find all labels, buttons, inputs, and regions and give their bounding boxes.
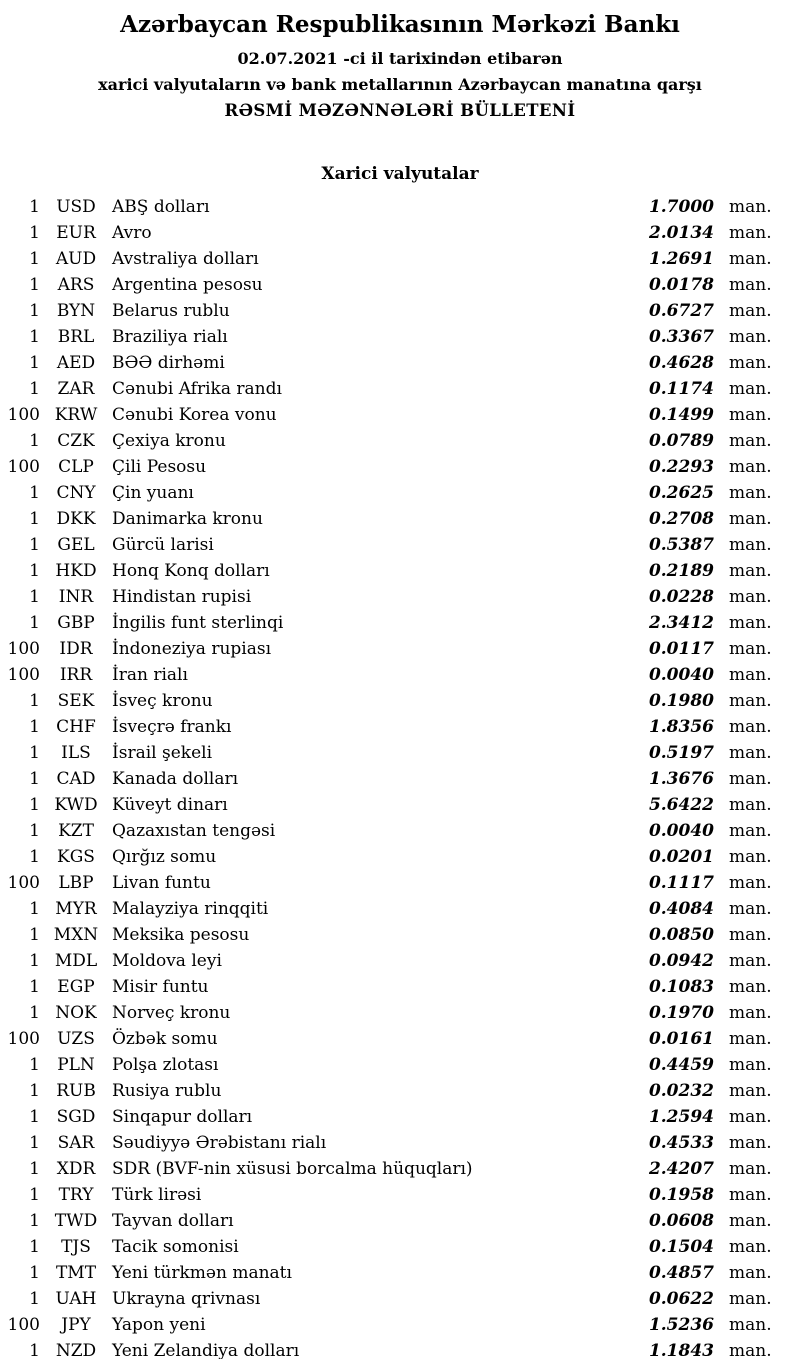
currency-quantity: 1 <box>29 275 40 295</box>
currency-name: Hindistan rupisi <box>112 587 252 607</box>
currency-unit: man. <box>729 1159 772 1179</box>
currency-rate: 0.0942 <box>648 951 714 971</box>
currency-name: Yeni türkmən manatı <box>112 1263 292 1283</box>
currency-row <box>0 922 800 948</box>
currency-code: DKK <box>56 509 96 529</box>
currency-unit: man. <box>729 743 772 763</box>
currency-name: Honq Konq dolları <box>112 561 270 581</box>
currency-name: Yapon yeni <box>112 1315 206 1335</box>
currency-name: Qırğız somu <box>112 847 217 867</box>
currency-row <box>0 272 800 298</box>
currency-code: RUB <box>56 1081 96 1101</box>
currency-rate: 0.4459 <box>648 1055 714 1075</box>
currency-quantity: 1 <box>29 353 40 373</box>
currency-quantity: 1 <box>29 561 40 581</box>
currency-unit: man. <box>729 457 772 477</box>
currency-unit: man. <box>729 1029 772 1049</box>
currency-code: JPY <box>61 1315 91 1335</box>
currency-row <box>0 1078 800 1104</box>
currency-name: Norveç kronu <box>112 1003 231 1023</box>
currency-unit: man. <box>729 1315 772 1335</box>
currency-row <box>0 1312 800 1338</box>
currency-name: Misir funtu <box>112 977 209 997</box>
currency-row <box>0 1156 800 1182</box>
currency-rate: 0.5387 <box>648 535 714 555</box>
currency-unit: man. <box>729 1133 772 1153</box>
currency-unit: man. <box>729 1003 772 1023</box>
currency-unit: man. <box>729 509 772 529</box>
currency-code: BRL <box>57 327 95 347</box>
currency-unit: man. <box>729 847 772 867</box>
currency-unit: man. <box>729 665 772 685</box>
currency-row <box>0 558 800 584</box>
currency-code: BYN <box>56 301 96 321</box>
currency-quantity: 1 <box>29 483 40 503</box>
currency-name: Avro <box>112 223 152 243</box>
currency-row <box>0 194 800 220</box>
currency-rate: 0.5197 <box>648 743 714 763</box>
currency-unit: man. <box>729 223 772 243</box>
currency-row <box>0 636 800 662</box>
currency-name: İndoneziya rupiası <box>112 639 272 659</box>
currency-quantity: 1 <box>29 1055 40 1075</box>
currency-quantity: 1 <box>29 925 40 945</box>
currency-code: HKD <box>55 561 97 581</box>
currency-rate: 0.1958 <box>648 1185 714 1205</box>
currency-code: GEL <box>57 535 95 555</box>
currency-row <box>0 532 800 558</box>
currency-quantity: 1 <box>29 197 40 217</box>
currency-name: İsveç kronu <box>112 691 213 711</box>
currency-code: TRY <box>58 1185 94 1205</box>
currency-unit: man. <box>729 613 772 633</box>
currency-rate: 1.8356 <box>648 717 714 737</box>
currency-rate: 1.1843 <box>648 1341 714 1359</box>
currency-rate: 0.0040 <box>648 821 714 841</box>
currency-rate: 0.0040 <box>648 665 714 685</box>
currency-name: Livan funtu <box>112 873 211 893</box>
currency-row <box>0 324 800 350</box>
currency-rate: 0.0622 <box>648 1289 714 1309</box>
currency-quantity: 1 <box>29 1185 40 1205</box>
currency-name: Çin yuanı <box>112 483 194 503</box>
currency-code: KRW <box>54 405 98 425</box>
currency-row <box>0 1182 800 1208</box>
currency-quantity: 1 <box>29 1211 40 1231</box>
currency-code: CNY <box>56 483 96 503</box>
currency-code: KZT <box>58 821 94 841</box>
currency-name: Tacik somonisi <box>112 1237 239 1257</box>
currency-unit: man. <box>729 561 772 581</box>
currency-name: Özbək somu <box>112 1029 218 1049</box>
currency-name: İsveçrə frankı <box>112 717 232 737</box>
currency-quantity: 1 <box>29 951 40 971</box>
currency-unit: man. <box>729 327 772 347</box>
currency-rate: 1.2691 <box>648 249 714 269</box>
currency-quantity: 1 <box>29 717 40 737</box>
currency-quantity: 1 <box>29 1081 40 1101</box>
currency-unit: man. <box>729 795 772 815</box>
currency-name: İngilis funt sterlinqi <box>112 613 284 633</box>
currency-unit: man. <box>729 821 772 841</box>
currency-row <box>0 246 800 272</box>
currency-code: ARS <box>57 275 95 295</box>
currency-unit: man. <box>729 899 772 919</box>
currency-code: TMT <box>55 1263 97 1283</box>
currency-rate: 0.1083 <box>648 977 714 997</box>
currency-unit: man. <box>729 249 772 269</box>
currency-code: MXN <box>53 925 99 945</box>
currency-code: TJS <box>61 1237 91 1257</box>
currency-table <box>0 194 800 1359</box>
currency-row <box>0 818 800 844</box>
currency-row <box>0 480 800 506</box>
currency-quantity: 1 <box>29 1341 40 1359</box>
currency-rate: 0.0608 <box>648 1211 714 1231</box>
currency-name: BƏƏ dirhəmi <box>112 353 225 373</box>
currency-row <box>0 506 800 532</box>
currency-name: Braziliya rialı <box>112 327 228 347</box>
currency-name: Türk lirəsi <box>112 1185 202 1205</box>
currency-rate: 0.4533 <box>648 1133 714 1153</box>
currency-code: LBP <box>58 873 94 893</box>
currency-rate: 1.2594 <box>648 1107 714 1127</box>
currency-row <box>0 610 800 636</box>
currency-row <box>0 662 800 688</box>
currency-code: ZAR <box>57 379 95 399</box>
currency-code: AED <box>56 353 96 373</box>
currency-name: İsrail şekeli <box>112 743 212 763</box>
currency-name: Çexiya kronu <box>112 431 226 451</box>
currency-unit: man. <box>729 353 772 373</box>
subject-line: xarici valyutaların və bank metallarının Azərbaycan manatına qarşı <box>98 75 702 94</box>
currency-code: UZS <box>57 1029 95 1049</box>
currency-rate: 0.4628 <box>648 353 714 373</box>
currency-quantity: 100 <box>7 405 40 425</box>
currency-row <box>0 1260 800 1286</box>
currency-quantity: 1 <box>29 587 40 607</box>
currency-unit: man. <box>729 1211 772 1231</box>
currency-row <box>0 1052 800 1078</box>
currency-row <box>0 974 800 1000</box>
currency-row <box>0 1026 800 1052</box>
currency-unit: man. <box>729 405 772 425</box>
currency-quantity: 1 <box>29 743 40 763</box>
currency-quantity: 1 <box>29 1263 40 1283</box>
currency-rate: 0.1504 <box>648 1237 714 1257</box>
currency-unit: man. <box>729 873 772 893</box>
currency-unit: man. <box>729 379 772 399</box>
currency-name: İran rialı <box>112 665 188 685</box>
currency-name: Ukrayna qrivnası <box>112 1289 261 1309</box>
currency-quantity: 1 <box>29 327 40 347</box>
currency-name: Belarus rublu <box>112 301 230 321</box>
currency-unit: man. <box>729 301 772 321</box>
currency-rate: 0.0161 <box>648 1029 714 1049</box>
currency-quantity: 1 <box>29 249 40 269</box>
currency-quantity: 1 <box>29 977 40 997</box>
currency-unit: man. <box>729 769 772 789</box>
bulletin-title: RƏSMİ MƏZƏNNƏLƏRİ BÜLLETENİ <box>224 101 576 120</box>
currency-rate: 0.1970 <box>648 1003 714 1023</box>
currency-name: Meksika pesosu <box>112 925 250 945</box>
currency-quantity: 100 <box>7 1315 40 1335</box>
currency-code: EGP <box>57 977 95 997</box>
currency-rate: 0.0232 <box>648 1081 714 1101</box>
currency-quantity: 1 <box>29 1237 40 1257</box>
currency-code: EUR <box>56 223 96 243</box>
currency-code: SGD <box>56 1107 96 1127</box>
currency-quantity: 100 <box>7 873 40 893</box>
currency-row <box>0 1286 800 1312</box>
currency-name: Avstraliya dolları <box>112 249 259 269</box>
currency-row <box>0 714 800 740</box>
currency-name: Sinqapur dolları <box>112 1107 253 1127</box>
currency-rate: 0.6727 <box>648 301 714 321</box>
currency-code: NOK <box>55 1003 97 1023</box>
currency-unit: man. <box>729 951 772 971</box>
currency-unit: man. <box>729 587 772 607</box>
currency-unit: man. <box>729 1289 772 1309</box>
currency-row <box>0 454 800 480</box>
currency-row <box>0 766 800 792</box>
currency-rate: 0.0789 <box>648 431 714 451</box>
currency-rate: 0.0850 <box>648 925 714 945</box>
currency-code: KWD <box>54 795 98 815</box>
currency-name: Tayvan dolları <box>112 1211 234 1231</box>
currency-unit: man. <box>729 197 772 217</box>
currency-row <box>0 740 800 766</box>
currency-quantity: 100 <box>7 1029 40 1049</box>
currency-row <box>0 870 800 896</box>
currency-quantity: 1 <box>29 899 40 919</box>
currency-rate: 0.2625 <box>648 483 714 503</box>
currency-code: ILS <box>61 743 91 763</box>
currency-unit: man. <box>729 1107 772 1127</box>
currency-row <box>0 1130 800 1156</box>
currency-quantity: 1 <box>29 1003 40 1023</box>
currency-row <box>0 298 800 324</box>
currency-rate: 2.0134 <box>648 223 714 243</box>
bulletin-header <box>0 0 800 122</box>
currency-unit: man. <box>729 691 772 711</box>
currency-code: AUD <box>55 249 97 269</box>
currency-quantity: 100 <box>7 639 40 659</box>
currency-row <box>0 792 800 818</box>
currency-name: SDR (BVF-nin xüsusi borcalma hüquqları) <box>112 1159 473 1179</box>
currency-code: INR <box>58 587 94 607</box>
currency-name: Rusiya rublu <box>112 1081 222 1101</box>
currency-quantity: 1 <box>29 769 40 789</box>
currency-unit: man. <box>729 535 772 555</box>
currency-quantity: 1 <box>29 223 40 243</box>
currency-unit: man. <box>729 977 772 997</box>
currency-rate: 0.0228 <box>648 587 714 607</box>
currency-rate: 0.4857 <box>648 1263 714 1283</box>
currency-rate: 0.3367 <box>648 327 714 347</box>
currency-quantity: 1 <box>29 301 40 321</box>
currency-code: TWD <box>54 1211 98 1231</box>
currency-quantity: 1 <box>29 847 40 867</box>
currency-row <box>0 402 800 428</box>
currency-name: Moldova leyi <box>112 951 222 971</box>
currency-name: Küveyt dinarı <box>112 795 228 815</box>
currency-name: Gürcü larisi <box>112 535 214 555</box>
currency-unit: man. <box>729 1237 772 1257</box>
currency-rate: 0.0178 <box>648 275 714 295</box>
currency-row <box>0 584 800 610</box>
currency-row <box>0 1000 800 1026</box>
currency-rate: 2.3412 <box>648 613 714 633</box>
currency-code: SAR <box>57 1133 95 1153</box>
currency-quantity: 1 <box>29 613 40 633</box>
currency-code: PLN <box>57 1055 95 1075</box>
currency-code: CHF <box>56 717 96 737</box>
currency-code: XDR <box>56 1159 96 1179</box>
currency-row <box>0 844 800 870</box>
currency-unit: man. <box>729 483 772 503</box>
currency-name: Cənubi Afrika randı <box>112 379 282 399</box>
currency-quantity: 100 <box>7 665 40 685</box>
currency-name: Malayziya rinqqiti <box>112 899 269 919</box>
currency-quantity: 1 <box>29 821 40 841</box>
bank-title: Azərbaycan Respublikasının Mərkəzi Bankı <box>120 11 680 38</box>
effective-date-line: 02.07.2021 -ci il tarixindən etibarən <box>237 49 563 68</box>
currency-unit: man. <box>729 1263 772 1283</box>
currency-code: UAH <box>55 1289 97 1309</box>
currency-name: Çili Pesosu <box>112 457 207 477</box>
currency-code: SEK <box>57 691 95 711</box>
currency-code: CZK <box>57 431 95 451</box>
currency-rate: 0.1117 <box>648 873 714 893</box>
currency-quantity: 1 <box>29 1133 40 1153</box>
currency-row <box>0 428 800 454</box>
currency-code: IRR <box>59 665 93 685</box>
currency-rate: 0.2189 <box>648 561 714 581</box>
currency-rate: 1.5236 <box>648 1315 714 1335</box>
currency-rate: 0.1174 <box>648 379 714 399</box>
currency-row <box>0 948 800 974</box>
currency-rate: 5.6422 <box>648 795 714 815</box>
currency-row <box>0 1104 800 1130</box>
currency-row <box>0 1234 800 1260</box>
currency-name: Cənubi Korea vonu <box>112 405 277 425</box>
currency-rate: 0.2293 <box>648 457 714 477</box>
currency-unit: man. <box>729 1341 772 1359</box>
currency-quantity: 1 <box>29 1159 40 1179</box>
section-title-foreign-currencies: Xarici valyutalar <box>321 164 479 184</box>
currency-code: IDR <box>59 639 93 659</box>
currency-rate: 0.1499 <box>648 405 714 425</box>
currency-rate: 1.7000 <box>648 197 714 217</box>
currency-unit: man. <box>729 1185 772 1205</box>
currency-row <box>0 376 800 402</box>
currency-row <box>0 688 800 714</box>
currency-code: MYR <box>55 899 97 919</box>
currency-quantity: 1 <box>29 509 40 529</box>
currency-row <box>0 1208 800 1234</box>
currency-rate: 0.4084 <box>648 899 714 919</box>
currency-rate: 0.1980 <box>648 691 714 711</box>
currency-name: ABŞ dolları <box>112 197 210 217</box>
currency-code: NZD <box>55 1341 97 1359</box>
currency-unit: man. <box>729 1055 772 1075</box>
currency-rate: 1.3676 <box>648 769 714 789</box>
currency-name: Polşa zlotası <box>112 1055 219 1075</box>
currency-quantity: 1 <box>29 691 40 711</box>
currency-unit: man. <box>729 925 772 945</box>
currency-name: Argentina pesosu <box>112 275 263 295</box>
currency-code: USD <box>56 197 96 217</box>
currency-unit: man. <box>729 639 772 659</box>
currency-code: GBP <box>57 613 95 633</box>
currency-quantity: 1 <box>29 535 40 555</box>
currency-unit: man. <box>729 431 772 451</box>
currency-unit: man. <box>729 1081 772 1101</box>
currency-row <box>0 220 800 246</box>
currency-name: Kanada dolları <box>112 769 239 789</box>
currency-quantity: 1 <box>29 795 40 815</box>
currency-name: Səudiyyə Ərəbistanı rialı <box>112 1133 327 1153</box>
currency-quantity: 100 <box>7 457 40 477</box>
currency-name: Yeni Zelandiya dolları <box>112 1341 300 1359</box>
currency-code: CLP <box>58 457 94 477</box>
currency-name: Qazaxıstan tengəsi <box>112 821 276 841</box>
currency-quantity: 1 <box>29 1289 40 1309</box>
currency-unit: man. <box>729 717 772 737</box>
currency-code: CAD <box>56 769 96 789</box>
currency-rate: 0.0117 <box>648 639 714 659</box>
currency-row <box>0 1338 800 1359</box>
currency-row <box>0 350 800 376</box>
currency-name: Danimarka kronu <box>112 509 263 529</box>
currency-code: MDL <box>54 951 98 971</box>
currency-quantity: 1 <box>29 1107 40 1127</box>
currency-code: KGS <box>57 847 95 867</box>
currency-row <box>0 896 800 922</box>
currency-rate: 0.0201 <box>648 847 714 867</box>
currency-rate: 2.4207 <box>648 1159 714 1179</box>
currency-rate: 0.2708 <box>648 509 714 529</box>
currency-quantity: 1 <box>29 379 40 399</box>
currency-unit: man. <box>729 275 772 295</box>
currency-quantity: 1 <box>29 431 40 451</box>
